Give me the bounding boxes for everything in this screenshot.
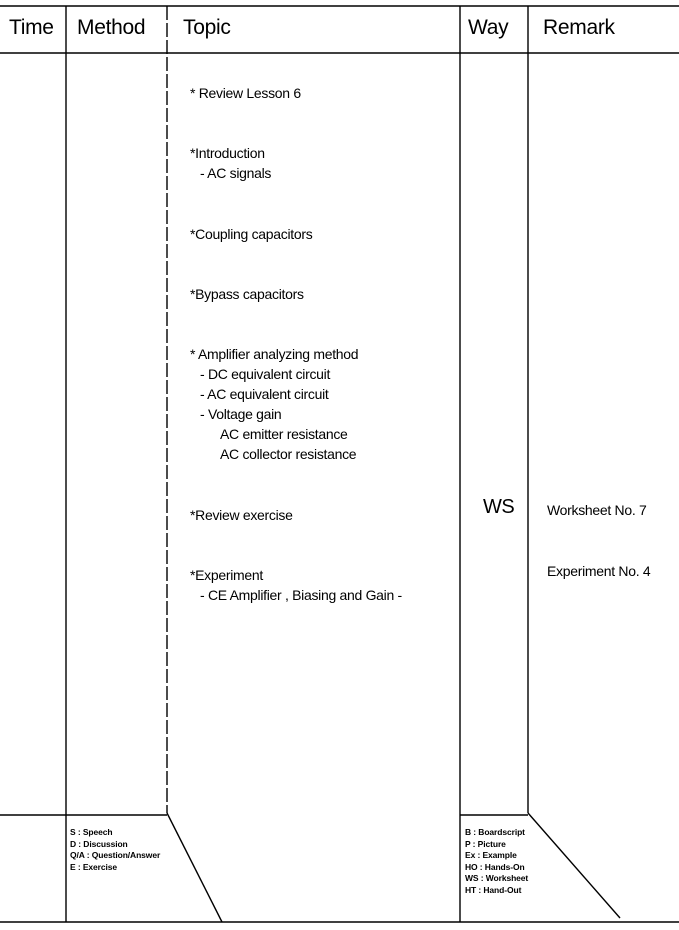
legend-item: HO : Hands-On <box>465 861 525 872</box>
header-remark: Remark <box>543 16 615 39</box>
header-method: Method <box>77 16 146 39</box>
topic-title: *Review exercise <box>190 507 293 523</box>
legend-item: D : Discussion <box>70 838 128 849</box>
legend-item: WS : Worksheet <box>465 873 529 883</box>
legend-item: S : Speech <box>70 827 113 837</box>
topic-title: * Review Lesson 6 <box>190 85 301 101</box>
topic-subline: - CE Amplifier , Biasing and Gain - <box>200 587 402 603</box>
header-topic: Topic <box>183 16 231 39</box>
way-value: WS <box>483 496 515 518</box>
legend-item: B : Boardscript <box>465 827 525 837</box>
header-way: Way <box>468 16 509 39</box>
topic-introduction <box>190 143 271 183</box>
topic-title: *Introduction <box>190 145 265 161</box>
topic-amplifier-analyzing <box>190 344 358 464</box>
legend-item: E : Exercise <box>70 861 117 872</box>
topic-title: *Bypass capacitors <box>190 286 304 302</box>
method-legend <box>70 827 160 873</box>
legend-item: Ex : Example <box>465 850 517 860</box>
topic-sub-subline: AC collector resistance <box>220 446 357 462</box>
topic-coupling-capacitors <box>190 224 312 244</box>
topic-subline: - AC equivalent circuit <box>200 386 329 402</box>
topic-sub-subline: AC emitter resistance <box>220 426 348 442</box>
topic-subline: - AC signals <box>200 165 272 181</box>
topic-experiment <box>190 565 402 605</box>
topic-title: * Amplifier analyzing method <box>190 346 359 362</box>
legend-item: Q/A : Question/Answer <box>70 850 161 860</box>
topic-review-exercise <box>190 505 293 525</box>
legend-item: HT : Hand-Out <box>465 884 522 895</box>
header-time: Time <box>9 16 54 39</box>
topic-subline: - DC equivalent circuit <box>200 366 331 382</box>
way-legend <box>465 827 528 896</box>
remark-worksheet: Worksheet No. 7 <box>547 502 647 518</box>
topic-subline: - Voltage gain <box>200 406 282 422</box>
topic-title: *Coupling capacitors <box>190 226 313 242</box>
topic-review-lesson <box>190 83 301 103</box>
topic-title: *Experiment <box>190 567 263 583</box>
topic-bypass-capacitors <box>190 284 304 304</box>
legend-item: P : Picture <box>465 838 506 849</box>
remark-experiment: Experiment No. 4 <box>547 563 651 579</box>
